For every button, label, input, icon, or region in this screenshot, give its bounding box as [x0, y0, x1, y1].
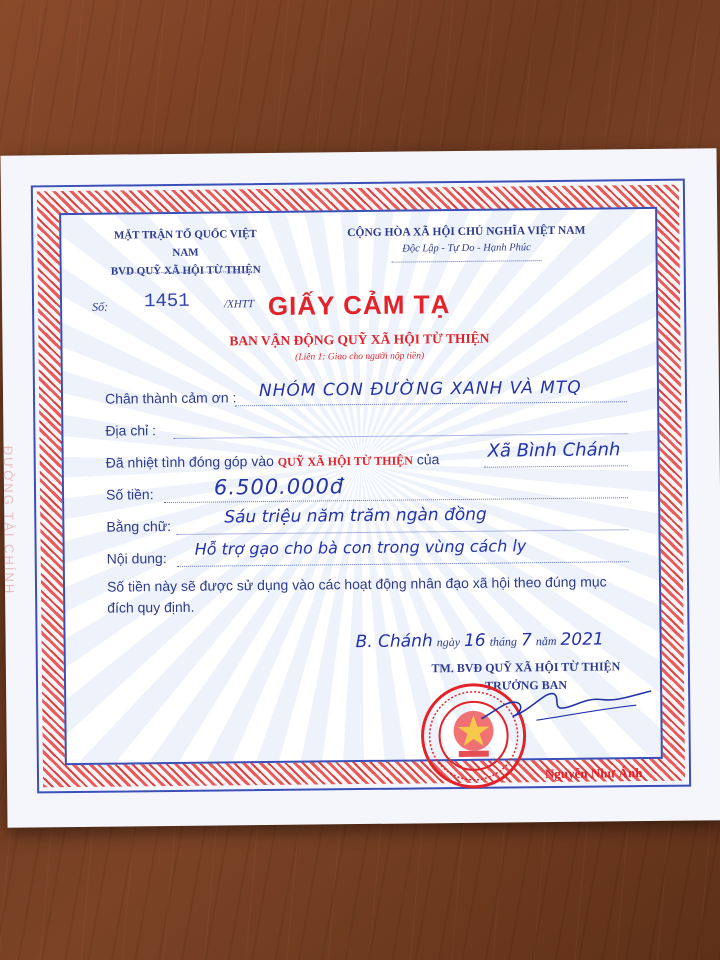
certificate-number: 1451	[143, 289, 190, 313]
usage-note: Số tiền này sẽ được sử dụng vào các hoạt động nhân đạo xã hội theo đúng mục đích quy định.	[106, 573, 607, 616]
amount-label: Số tiền:	[105, 486, 154, 503]
document-title: GIẤY CẢM TẠ	[267, 289, 451, 321]
date-month: 7	[520, 630, 532, 651]
number-label: Số:	[92, 299, 109, 314]
content-label: Nội dung:	[106, 550, 167, 567]
commune-value: Xã Bình Chánh	[487, 439, 621, 462]
signer-name: Nguyễn Như Ánh	[544, 765, 643, 782]
copy-note: (Liên 1: Giao cho người nộp tiền)	[295, 351, 425, 363]
bleed-through-text: ĐƯỜNG TÀI CHÍNH	[0, 445, 18, 596]
of-label: của	[416, 451, 440, 468]
amount-value: 6.500.000đ	[213, 474, 345, 500]
nation-header	[311, 221, 621, 258]
month-label: tháng	[489, 634, 518, 649]
words-line	[176, 529, 628, 535]
thank-you-certificate	[1, 148, 720, 827]
contribute-label: Đã nhiệt tình đóng góp vào	[105, 452, 274, 471]
org-line-1: MẶT TRẬN TỔ QUỐC VIỆT NAM	[113, 228, 257, 259]
address-line	[173, 433, 627, 439]
thanks-value: NHÓM CON ĐƯỜNG XANH VÀ MTQ	[258, 377, 582, 402]
handwritten-signature	[476, 679, 657, 731]
thanks-line	[235, 401, 627, 406]
document-subtitle: BAN VẬN ĐỘNG QUỸ XÃ HỘI TỪ THIỆN	[229, 330, 490, 349]
date-day: 16	[463, 630, 486, 651]
signatory-title: TM. BVĐ QUỸ XÃ HỘI TỪ THIỆN	[431, 659, 621, 676]
date-place: B. Chánh	[355, 631, 433, 653]
nation-line-2: Độc Lập - Tự Do - Hạnh Phúc	[402, 242, 531, 255]
amount-in-words: Sáu triệu năm trăm ngàn đồng	[224, 504, 487, 528]
thanks-label: Chân thành cảm ơn :	[104, 389, 237, 407]
issue-date	[356, 629, 604, 652]
signatory-role: TRƯỞNG BAN	[485, 677, 568, 693]
address-label: Địa chỉ :	[105, 422, 157, 439]
header-underline-right	[392, 260, 542, 263]
day-label: ngày	[436, 634, 461, 650]
org-line-2: BVD QUỸ XÃ HỘI TỪ THIỆN	[110, 264, 261, 278]
number-suffix: /XHTT	[224, 298, 255, 311]
nation-line-1: CỘNG HÒA XÃ HỘI CHỦ NGHĨA VIỆT NAM	[347, 224, 586, 240]
date-year: 2021	[560, 629, 604, 650]
fund-name: QUỸ XÃ HỘI TỪ THIỆN	[277, 453, 413, 469]
year-label: năm	[535, 633, 557, 649]
commune-line	[484, 465, 628, 468]
content-line	[177, 561, 629, 567]
words-label: Bằng chữ:	[106, 518, 172, 535]
content-value: Hỗ trợ gạo cho bà con trong vùng cách ly	[194, 536, 527, 559]
inner-panel	[59, 207, 663, 782]
contribution-row	[106, 451, 440, 471]
